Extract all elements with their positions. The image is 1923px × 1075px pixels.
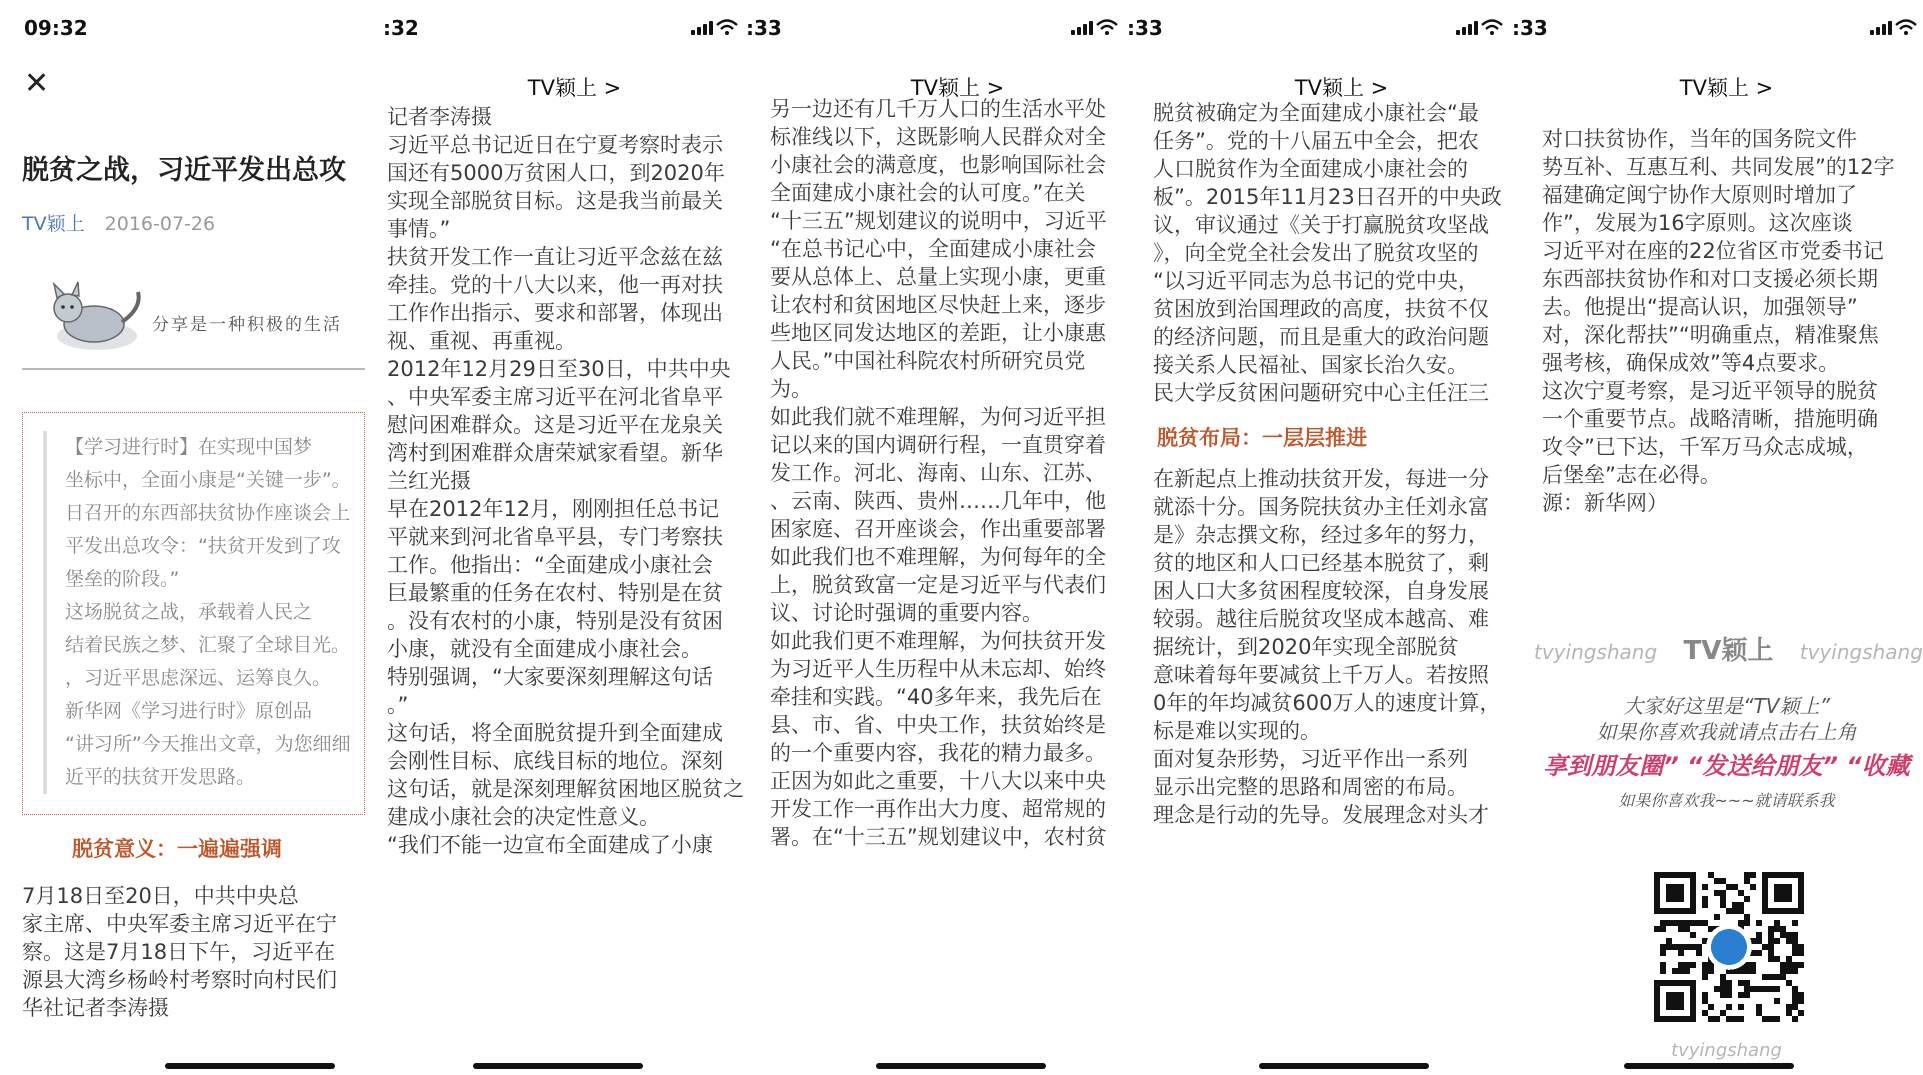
text-line: 慰问困难群众。这是习近平在龙泉关 xyxy=(387,413,723,437)
text-line: 强考核，确保成效”等4点要求。 xyxy=(1542,351,1840,375)
promo-contact: 如果你喜欢我~~~就请联系我 xyxy=(1618,791,1835,810)
article-body xyxy=(1153,100,1516,406)
text-line: 这句话，就是深刻理解贫困地区脱贫之 xyxy=(387,777,744,801)
text-line: 人口脱贫作为全面建成小康社会的 xyxy=(1153,157,1468,181)
text-line: 让农村和贫困地区尽快赶上来，逐步 xyxy=(770,293,1106,317)
signal-icon xyxy=(1456,19,1478,35)
watermark-right: tvyingshang xyxy=(1799,640,1923,664)
text-line: 近平的扶贫开发思路。 xyxy=(65,766,256,788)
text-line: 板”。2015年11月23日召开的中央政 xyxy=(1153,185,1502,209)
text-line: 困人口大多贫困程度较深，自身发展 xyxy=(1153,579,1489,603)
text-line: “在总书记心中，全面建成小康社会 xyxy=(770,237,1096,261)
account-title-link[interactable]: TV颖上 > xyxy=(1294,76,1389,100)
text-line: 、中央军委主席习近平在河北省阜平 xyxy=(387,385,723,409)
promo-share-options: 享到朋友圈” “发送给朋友” “收藏 xyxy=(1543,752,1910,780)
text-line: 议、讨论时强调的重要内容。 xyxy=(770,601,1043,625)
banner-slogan: 分享是一种积极的生活 xyxy=(152,315,342,335)
text-line: 困家庭、召开座谈会，作出重要部署 xyxy=(770,517,1106,541)
text-line: 贫的地区和人口已经基本脱贫了，剩 xyxy=(1153,551,1489,575)
status-icons xyxy=(1456,19,1503,35)
text-line: 习近平总书记近日在宁夏考察时表示 xyxy=(387,133,723,157)
text-line: 标是难以实现的。 xyxy=(1153,719,1321,743)
article-body-continued xyxy=(1153,466,1516,828)
status-time: :33 xyxy=(1127,16,1163,40)
text-line: “讲习所”今天推出文章，为您细细 xyxy=(65,733,351,755)
status-icons xyxy=(691,19,738,35)
text-line: 去。他提出“提高认识，加强领导” xyxy=(1542,295,1858,319)
text-line: 。没有农村的小康，特别是没有贫困 xyxy=(387,609,723,633)
status-time: :33 xyxy=(746,16,782,40)
source-link[interactable]: TV颖上 xyxy=(22,213,85,235)
section-heading: 脱贫意义：一遍遍强调 xyxy=(72,837,282,861)
text-line: 这场脱贫之战，承载着人民之 xyxy=(65,601,313,623)
text-line: 后堡垒”志在必得。 xyxy=(1542,463,1721,487)
intro-quote-box xyxy=(22,412,365,815)
text-line: 福建确定闽宁协作大原则时增加了 xyxy=(1542,183,1857,207)
text-line: 巨最繁重的任务在农村、特别是在贫 xyxy=(387,581,723,605)
text-line: 为。 xyxy=(770,377,812,401)
text-line: 为习近平人生历程中从未忘却、始终 xyxy=(770,657,1106,681)
account-title-link[interactable]: TV颖上 > xyxy=(1679,76,1774,100)
text-line: 结着民族之梦、汇聚了全球目光。 xyxy=(65,634,351,656)
watermark-left: tvyingshang xyxy=(1534,640,1658,664)
text-line: 源：新华网） xyxy=(1542,491,1668,515)
text-line: 平发出总攻令：“扶贫开发到了攻 xyxy=(65,535,341,557)
signal-icon xyxy=(1870,19,1892,35)
publish-date: 2016-07-26 xyxy=(104,213,216,235)
screenshot-panel-3 xyxy=(746,0,1149,1075)
text-line: 。” xyxy=(387,693,409,717)
text-line: 兰红光摄 xyxy=(387,469,471,493)
text-line: 一个重要节点。战略清晰，措施明确 xyxy=(1542,407,1878,431)
text-line: 工作。他指出：“全面建成小康社会 xyxy=(387,553,713,577)
screenshot-panel-4 xyxy=(1127,0,1534,1075)
text-line: 显示出完整的思路和周密的布局。 xyxy=(1153,775,1468,799)
screenshot-panel-5 xyxy=(1512,0,1923,1075)
text-line: 面对复杂形势，习近平作出一系列 xyxy=(1153,747,1468,771)
wifi-icon xyxy=(1895,19,1917,35)
cat-icon xyxy=(42,278,147,358)
status-time: :33 xyxy=(1512,16,1548,40)
text-line: 记以来的国内调研行程，一直贯穿着 xyxy=(770,433,1106,457)
text-line: “以习近平同志为总书记的党中央， xyxy=(1153,269,1479,293)
text-line: 全面建成小康社会的认可度。”在关 xyxy=(770,181,1086,205)
text-line: 源县大湾乡杨岭村考察时向村民们 xyxy=(22,968,337,992)
promo-watermark-row xyxy=(1534,630,1923,667)
text-line: 些地区同发达地区的差距，让小康惠 xyxy=(770,321,1106,345)
text-line: 县、市、省、中央工作，扶贫始终是 xyxy=(770,713,1106,737)
text-line: 作”，发展为16字原则。这次座谈 xyxy=(1542,211,1853,235)
text-line: 人民。”中国社科院农村所研究员党 xyxy=(770,349,1086,373)
promo-card xyxy=(1534,610,1923,1075)
promo-brand: TV颖上 xyxy=(1683,636,1774,666)
text-line: 较弱。越往后脱贫攻坚成本越高、难 xyxy=(1153,607,1489,631)
text-line: 在新起点上推动扶贫开发，每进一分 xyxy=(1153,467,1489,491)
intro-quote xyxy=(43,431,354,794)
text-line: 日召开的东西部扶贫协作座谈会上 xyxy=(65,502,351,524)
article-meta xyxy=(22,209,365,236)
watermark-bottom: tvyingshang xyxy=(1671,1040,1782,1061)
home-indicator xyxy=(473,1063,643,1069)
text-line: 东西部扶贫协作和对口支援必须长期 xyxy=(1542,267,1878,291)
section-heading: 脱贫布局：一层层推进 xyxy=(1157,426,1367,450)
text-line: 会刚性目标、底线目标的地位。深刻 xyxy=(387,749,723,773)
text-line: 要从总体上、总量上实现小康，更重 xyxy=(770,265,1106,289)
text-line: 势互补、互惠互利、共同发展”的12字 xyxy=(1542,155,1895,179)
home-indicator xyxy=(876,1063,1046,1069)
text-line: 接关系人民福祉、国家长治久安。 xyxy=(1153,353,1468,377)
text-line: 贫困放到治国理政的高度，扶贫不仅 xyxy=(1153,297,1489,321)
text-line: 坐标中，全面小康是“关键一步”。 xyxy=(65,469,351,491)
text-line: 的经济问题，而且是重大的政治问题 xyxy=(1153,325,1489,349)
text-line: 》，向全党全社会发出了脱贫攻坚的 xyxy=(1153,241,1479,265)
status-bar xyxy=(1512,16,1919,40)
status-time: 09:32 xyxy=(24,16,88,40)
text-line: 如此我们也不难理解，为何每年的全 xyxy=(770,545,1106,569)
home-indicator xyxy=(1259,1063,1429,1069)
text-line: 视、重视、再重视。 xyxy=(387,329,576,353)
text-line: 湾村到困难群众唐荣斌家看望。新华 xyxy=(387,441,723,465)
text-line: 牵挂。党的十八大以来，他一再对扶 xyxy=(387,273,723,297)
text-line: 早在2012年12月，刚刚担任总书记 xyxy=(387,497,720,521)
text-line: 特别强调，“大家要深刻理解这句话 xyxy=(387,665,713,689)
text-line: 、云南、陕西、贵州……几年中，他 xyxy=(770,489,1106,513)
text-line: 华社记者李涛摄 xyxy=(22,996,169,1020)
text-line: 7月18日至20日，中共中央总 xyxy=(22,884,299,908)
text-line: “十三五”规划建议的说明中，习近平 xyxy=(770,209,1107,233)
text-line: 脱贫被确定为全面建成小康社会“最 xyxy=(1153,101,1479,125)
text-line: 记者李涛摄 xyxy=(387,105,492,129)
text-line: 署。在“十三五”规划建议中，农村贫 xyxy=(770,825,1107,849)
article-body xyxy=(22,883,365,1021)
close-icon[interactable]: ✕ xyxy=(24,66,50,101)
promo-greeting: 大家好这里是“TV颖上” xyxy=(1623,694,1830,718)
text-line: 如此我们更不难理解，为何扶贫开发 xyxy=(770,629,1106,653)
text-line: 小康社会的满意度，也影响国际社会 xyxy=(770,153,1106,177)
text-line: 的一个重要内容，我花的精力最多。 xyxy=(770,741,1106,765)
text-line: ，习近平思虑深远、运筹良久。 xyxy=(65,667,332,689)
text-line: 攻令”已下达，千军万马众志成城， xyxy=(1542,435,1868,459)
wifi-icon xyxy=(1096,19,1118,35)
home-indicator xyxy=(1624,1063,1794,1069)
text-line: 任务”。党的十八届五中全会，把农 xyxy=(1153,129,1479,153)
article-content xyxy=(1149,100,1534,1075)
signal-icon xyxy=(1071,19,1093,35)
text-line: 这句话，将全面脱贫提升到全面建成 xyxy=(387,721,723,745)
text-line: 另一边还有几千万人口的生活水平处 xyxy=(770,97,1106,121)
article-banner xyxy=(22,268,365,370)
wifi-icon xyxy=(1481,19,1503,35)
account-title-link[interactable]: TV颖上 > xyxy=(910,76,1005,100)
text-line: 0年的年均减贫600万人的速度计算， xyxy=(1153,691,1501,715)
signal-icon xyxy=(691,19,713,35)
text-line: 国还有5000万贫困人口，到2020年 xyxy=(387,161,725,185)
text-line: 对口扶贫协作，当年的国务院文件 xyxy=(1542,127,1857,151)
article-content xyxy=(0,108,383,1075)
text-line: 正因为如此之重要，十八大以来中央 xyxy=(770,769,1106,793)
article-title: 脱贫之战，习近平发出总攻 xyxy=(22,155,346,186)
text-line: 建成小康社会的决定性意义。 xyxy=(387,805,660,829)
text-line: 习近平对在座的22位省区市党委书记 xyxy=(1542,239,1884,263)
text-line: 理念是行动的先导。发展理念对头才 xyxy=(1153,803,1489,827)
text-line: 平就来到河北省阜平县，专门考察扶 xyxy=(387,525,723,549)
text-line: 工作作出指示、要求和部署，体现出 xyxy=(387,301,723,325)
text-line: 扶贫开发工作一直让习近平念兹在兹 xyxy=(387,245,723,269)
text-line: “我们不能一边宣布全面建成了小康 xyxy=(387,833,713,857)
status-bar xyxy=(24,16,364,40)
text-line: 家主席、中央军委主席习近平在宁 xyxy=(22,912,337,936)
text-line: 如此我们就不难理解，为何习近平担 xyxy=(770,405,1106,429)
status-icons xyxy=(1071,19,1118,35)
text-line: 事情。” xyxy=(387,217,451,241)
text-line: 据统计，到2020年实现全部脱贫 xyxy=(1153,635,1459,659)
text-line: 新华网《学习进行时》原创品 xyxy=(65,700,313,722)
text-line: 意味着每年要减贫上千万人。若按照 xyxy=(1153,663,1489,687)
text-line: 【学习进行时】在实现中国梦 xyxy=(65,436,313,458)
home-indicator xyxy=(165,1063,335,1069)
status-time: :32 xyxy=(383,16,419,40)
article-body xyxy=(766,96,1149,1075)
account-title-link[interactable]: TV颖上 > xyxy=(527,76,622,100)
text-line: 民大学反贫困问题研究中心主任汪三 xyxy=(1153,381,1489,405)
text-line: 标准线以下，这既影响人民群众对全 xyxy=(770,125,1106,149)
text-line: 小康，就没有全面建成小康社会。 xyxy=(387,637,702,661)
status-icons-right xyxy=(1870,19,1917,35)
wifi-icon xyxy=(716,19,738,35)
text-line: 上，脱贫致富一定是习近平与代表们 xyxy=(770,573,1106,597)
text-line: 对，深化帮扶”“明确重点，精准聚焦 xyxy=(1542,323,1879,347)
text-line: 实现全部脱贫目标。这是我当前最关 xyxy=(387,189,723,213)
text-line: 2012年12月29日至30日，中共中央 xyxy=(387,357,731,381)
text-line: 开发工作一再作出大力度、超常规的 xyxy=(770,797,1106,821)
text-line: 察。这是7月18日下午，习近平在 xyxy=(22,940,336,964)
screenshot-panel-1 xyxy=(0,0,383,1075)
text-line: 牵挂和实践。“40多年来，我先后在 xyxy=(770,685,1102,709)
qr-code[interactable] xyxy=(1654,872,1804,1022)
text-line: 这次宁夏考察，是习近平领导的脱贫 xyxy=(1542,379,1878,403)
text-line: 是》杂志撰文称，经过多年的努力， xyxy=(1153,523,1489,547)
text-line: 就添十分。国务院扶贫办主任刘永富 xyxy=(1153,495,1489,519)
promo-instruction: 如果你喜欢我就请点击右上角 xyxy=(1596,720,1857,744)
screenshot-panel-2 xyxy=(383,0,766,1075)
text-line: 发工作。河北、海南、山东、江苏、 xyxy=(770,461,1106,485)
article-body xyxy=(383,104,766,1075)
text-line: 堡垒的阶段。” xyxy=(65,568,180,590)
text-line: 议，审议通过《关于打赢脱贫攻坚战 xyxy=(1153,213,1489,237)
